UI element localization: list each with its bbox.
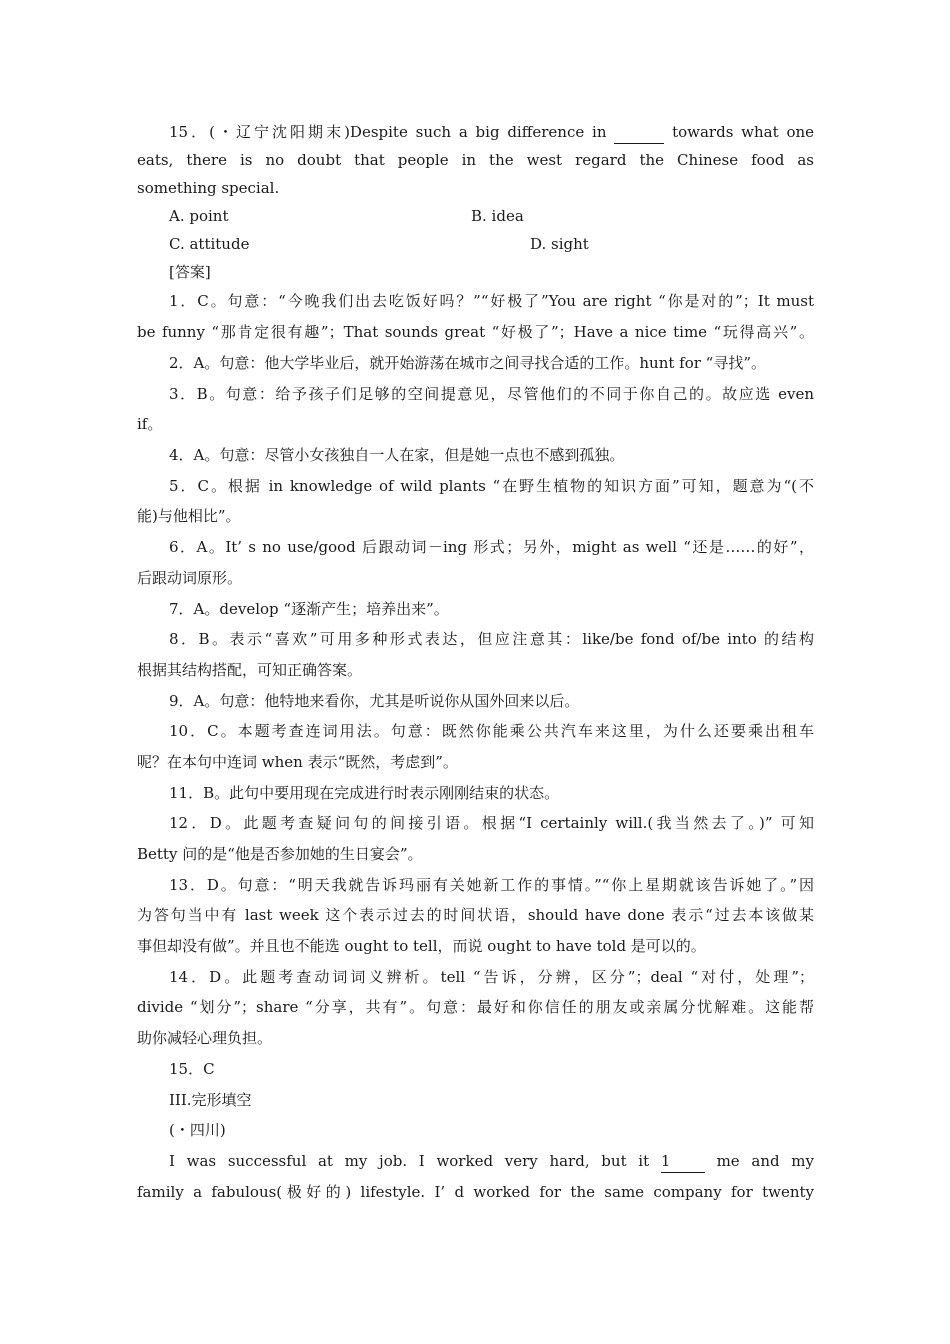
answer-heading: [答案] <box>169 263 211 281</box>
q15-answer-blank <box>614 121 664 144</box>
q15-option-a: A. point <box>169 207 229 225</box>
q15-option-c: C. attitude <box>169 235 250 253</box>
q15-option-b: B. idea <box>471 207 524 225</box>
answer-2: 2．A。句意：他大学毕业后，就开始游荡在城市之间寻找合适的工作。hunt for “寻找”。 <box>169 354 767 372</box>
answer-10-line1: 10．C。本题考查连词用法。句意：既然你能乘公共汽车来这里，为什么还要乘出租车 <box>169 722 814 741</box>
answer-10-line2: 呢？在本句中连词 when 表示“既然，考虑到”。 <box>137 752 458 771</box>
q15-stem-line1: 15．(・辽宁沈阳期末)Despite such a big difference in towards what one <box>137 118 814 146</box>
answer-4: 4．A。句意：尽管小女孩独自一人在家，但是她一点也不感到孤独。 <box>169 446 625 465</box>
q15-options-row1 <box>137 202 814 230</box>
q15-stem-line3: something special. <box>137 179 280 197</box>
q15-stem-line2: eats, there is no doubt that people in the west regard the Chinese food as <box>137 151 814 169</box>
answer-1-line2: be funny “那肯定很有趣”；That sounds great “好极了”；Have a nice time “玩得高兴”。 <box>137 323 814 341</box>
section-source: (・四川) <box>169 1121 226 1140</box>
answer-12-line2: Betty 问的是“他是否参加她的生日宴会”。 <box>137 845 423 863</box>
answer-6-line1: 6．A。It’ s no use/good 后跟动词－ing 形式；另外，might as well “还是……的好”， <box>169 538 814 557</box>
section-heading: III.完形填空 <box>169 1090 252 1109</box>
answer-11: 11．B。此句中要用现在完成进行时表示刚刚结束的状态。 <box>169 783 560 802</box>
answer-6-line2: 后跟动词原形。 <box>137 568 243 587</box>
answer-8-line1: 8．B。表示“喜欢”可用多种形式表达，但应注意其：like/be fond of/be into 的结构 <box>169 630 814 649</box>
cloze-line1: I was successful at my job. I worked very hard, but it 1 me and my <box>137 1146 814 1177</box>
answer-14-line3: 助你减轻心理负担。 <box>137 1029 273 1048</box>
answer-7: 7．A。develop “逐渐产生；培养出来”。 <box>169 599 449 618</box>
answer-14-line1: 14．D。此题考查动词词义辨析。tell “告诉，分辨，区分”；deal “对付，处理”； <box>169 967 814 986</box>
answer-9: 9．A。句意：他特地来看你，尤其是听说你从国外回来以后。 <box>169 691 580 710</box>
answer-13-line2: 为答句当中有 last week 这个表示过去的时间状语，should have done 表示“过去本该做某 <box>137 906 814 925</box>
answer-15: 15．C <box>169 1059 215 1078</box>
answer-1-line1: 1．C。句意：“今晚我们出去吃饭好吗？”“好极了”You are right “你是对的”；It must <box>169 292 814 310</box>
answer-5-line2: 能)与他相比”。 <box>137 507 241 526</box>
cloze-blank-1: 1 <box>661 1150 705 1173</box>
q15-options-row2 <box>137 230 814 258</box>
answer-3-line2: if。 <box>137 415 163 434</box>
answer-13-line3: 事但却没有做”。并且也不能选 ought to tell，而说 ought to have told 是可以的。 <box>137 937 706 956</box>
answer-8-line2: 根据其结构搭配，可知正确答案。 <box>137 660 363 679</box>
q15-option-d: D. sight <box>530 235 589 253</box>
answer-12-line1: 12．D。此题考查疑问句的间接引语。根据“I certainly will.(我当然去了。)” 可知 <box>169 814 814 833</box>
document-content <box>137 118 814 1207</box>
answer-13-line1: 13．D。句意：“明天我就告诉玛丽有关她新工作的事情。”“你上星期就该告诉她了。”因 <box>169 875 814 894</box>
answer-5-line1: 5．C。根据 in knowledge of wild plants “在野生植物的知识方面”可知，题意为“(不 <box>169 476 814 495</box>
answer-3-line1: 3．B。句意：给予孩子们足够的空间提意见，尽管他们的不同于你自己的。故应选 even <box>169 384 814 403</box>
cloze-line2: family a fabulous(极好的) lifestyle. I’ d worked for the same company for twenty <box>137 1182 814 1201</box>
answer-14-line2: divide “划分”；share “分享，共有”。句意：最好和你信任的朋友或亲属分忧解难。这能帮 <box>137 998 814 1017</box>
